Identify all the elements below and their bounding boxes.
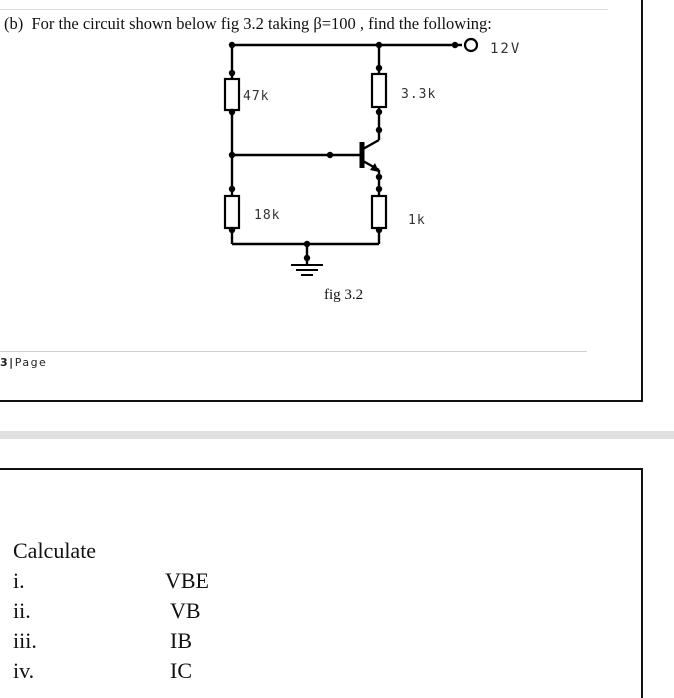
resistor-47k-label: 47k (243, 89, 270, 104)
question-body: For the circuit shown below fig 3.2 taking β=100 , find the following: (31, 14, 492, 33)
question-prefix: (b) (4, 14, 24, 33)
junction-dots (229, 42, 458, 261)
calculate-title: Calculate (13, 538, 97, 563)
figure-caption: fig 3.2 (324, 287, 364, 303)
resistor-1k (372, 196, 386, 228)
resistor-18k-label: 18k (254, 208, 281, 223)
page-footer: 3|Page (0, 356, 48, 369)
item-term: IB (170, 628, 192, 653)
item-number: ii. (13, 598, 31, 623)
supply-terminal (465, 39, 477, 51)
item-number: iii. (13, 628, 37, 653)
item-number: iv. (13, 658, 35, 683)
item-term: VBE (165, 568, 209, 593)
ground-symbol (291, 265, 323, 275)
page-number: 3 (0, 356, 10, 369)
transistor-collector (363, 140, 379, 149)
resistor-3-3k (372, 74, 386, 107)
resistor-18k (225, 196, 239, 228)
page-two-frame (0, 468, 643, 698)
supply-label: 12V (490, 41, 522, 57)
item-term: IC (170, 658, 192, 683)
footer-rule (0, 351, 587, 352)
item-number: i. (13, 568, 25, 593)
page-gap (0, 431, 674, 439)
item-term: VB (170, 598, 201, 623)
resistor-47k (225, 79, 239, 110)
resistor-3-3k-label: 3.3k (401, 87, 437, 102)
resistor-1k-label: 1k (408, 213, 426, 228)
page-label: Page (14, 356, 48, 369)
